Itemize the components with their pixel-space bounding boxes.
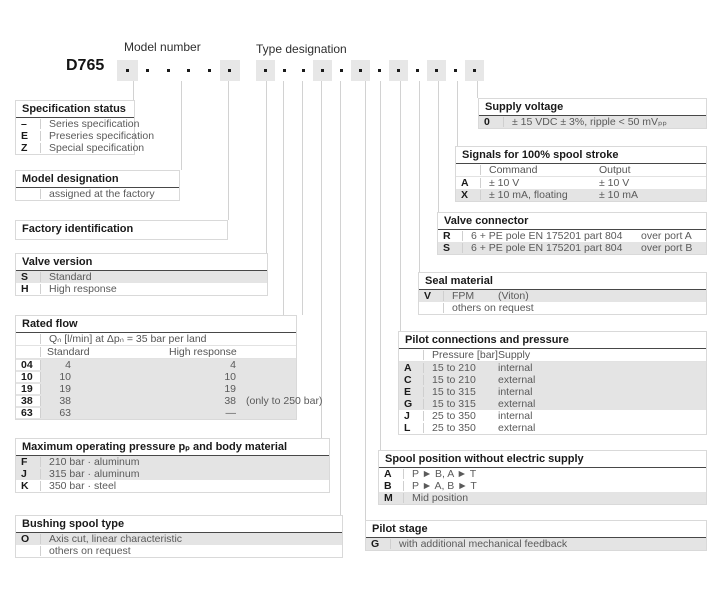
code-cell: G (399, 399, 424, 409)
description-cell: 6 + PE pole EN 175201 part 804 (471, 242, 623, 254)
code-cell (399, 350, 424, 360)
description-cell: Standard (49, 271, 92, 283)
code-row (479, 116, 706, 128)
column-header-cell: Standard (47, 346, 90, 358)
digit-dot (302, 69, 305, 72)
column-header-cell: Pressure [bar] (432, 349, 498, 361)
digit-dot (378, 69, 381, 72)
leader-line (400, 81, 401, 331)
digit-dot (208, 69, 211, 72)
description-cell: over port B (641, 242, 693, 254)
description-cell: ± 10 V (489, 177, 520, 189)
description-cell: external (498, 422, 536, 434)
description-cell: 10 (224, 371, 236, 383)
leader-line (419, 81, 420, 272)
box-spool-position (378, 450, 707, 505)
digit-dot (321, 69, 324, 72)
description-cell: over port A (641, 230, 692, 242)
box-title: Rated flow (16, 316, 296, 333)
column-header-cell: High response (169, 346, 237, 358)
box-title: Seal material (419, 273, 706, 290)
box-valve-version (15, 253, 268, 296)
description-cell: 15 to 315 (432, 386, 476, 398)
code-digit-cell (138, 60, 220, 81)
box-title: Spool position without electric supply (379, 451, 706, 468)
leader-line (133, 81, 134, 100)
code-cell: V (419, 291, 444, 301)
digit-dot (283, 69, 286, 72)
code-row (438, 242, 706, 254)
code-row (379, 492, 706, 504)
description-cell: 210 bar · aluminum (49, 456, 140, 468)
description-cell: Special specification (49, 142, 145, 154)
code-row (399, 374, 706, 386)
code-cell: 38 (16, 396, 41, 406)
column-header-row (399, 349, 706, 362)
code-row (399, 386, 706, 398)
box-title: Model designation (16, 171, 179, 188)
code-cell: C (399, 375, 424, 385)
description-cell: Series specification (49, 118, 140, 130)
code-row (16, 383, 296, 395)
code-row (399, 422, 706, 434)
code-digit-cell (351, 60, 370, 81)
box-pilot-stage (365, 520, 707, 551)
box-seal-material (418, 272, 707, 315)
code-row (366, 538, 706, 550)
box-title: Pilot connections and pressure (399, 332, 706, 349)
code-row (16, 533, 342, 545)
description-cell: FPM (452, 290, 475, 302)
digit-dot (264, 69, 267, 72)
code-cell: M (379, 493, 404, 503)
code-digit-cell (220, 60, 241, 81)
code-cell: R (438, 231, 463, 241)
code-row (379, 480, 706, 492)
code-digit-cell (427, 60, 446, 81)
code-cell (16, 546, 41, 556)
leader-line (438, 81, 439, 212)
description-cell: P ► A, B ► T (412, 480, 477, 492)
digit-dot (187, 69, 190, 72)
code-row (16, 118, 140, 130)
digit-dot (435, 69, 438, 72)
model-number-label: Model number (124, 40, 201, 54)
box-factory-identification (15, 220, 228, 240)
code-digit-cell (275, 60, 313, 81)
code-digit-cell (370, 60, 389, 81)
code-row (16, 142, 145, 154)
description-cell: external (498, 374, 536, 386)
code-row (16, 395, 323, 407)
digit-dot (454, 69, 457, 72)
box-specification-status (15, 100, 155, 155)
box-title: Maximum operating pressure pₚ and body material (16, 439, 329, 456)
description-cell: (Viton) (498, 290, 529, 302)
description-cell: 6 + PE pole EN 175201 part 804 (471, 230, 623, 242)
code-row (16, 130, 155, 142)
code-row (456, 177, 706, 189)
description-cell: 15 to 210 (432, 362, 476, 374)
code-cell (419, 303, 444, 313)
code-row (399, 398, 706, 410)
description-cell: 19 (59, 383, 71, 395)
model-number-code-strip (117, 60, 240, 81)
code-row (16, 545, 342, 557)
code-cell (16, 189, 41, 199)
description-cell: internal (498, 410, 533, 422)
column-header-cell: Supply (498, 349, 531, 361)
description-cell: 4 (65, 359, 71, 371)
digit-dot (359, 69, 362, 72)
box-pilot-connections (398, 331, 707, 435)
code-cell: A (379, 469, 404, 479)
leader-line (365, 81, 366, 520)
code-cell: H (16, 284, 41, 294)
code-cell: O (16, 534, 41, 544)
description-cell: assigned at the factory (49, 188, 155, 200)
code-cell: F (16, 457, 41, 467)
description-cell: 25 to 350 (432, 410, 476, 422)
description-cell: High response (49, 283, 117, 295)
code-cell: J (399, 411, 424, 421)
digit-dot (167, 69, 170, 72)
leader-line (477, 81, 478, 98)
box-rated-flow (15, 315, 323, 420)
code-cell: E (399, 387, 424, 397)
code-cell (456, 165, 481, 175)
code-row (379, 468, 706, 480)
description-cell: internal (498, 362, 533, 374)
code-cell: J (16, 469, 41, 479)
description-cell: 315 bar · aluminum (49, 468, 140, 480)
code-digit-cell (446, 60, 465, 81)
description-cell: ± 10 V (599, 177, 630, 189)
column-header-cell: Output (599, 164, 631, 176)
description-cell: with additional mechanical feedback (399, 538, 568, 550)
code-digit-cell (465, 60, 484, 81)
box-model-designation (15, 170, 180, 201)
description-cell: 19 (224, 383, 236, 395)
model-name: D765 (66, 57, 105, 74)
column-header-cell: Command (489, 164, 538, 176)
leader-line (228, 81, 229, 220)
box-title: Signals for 100% spool stroke (456, 147, 706, 164)
code-cell: 10 (16, 372, 41, 382)
description-cell: 25 to 350 (432, 422, 476, 434)
column-header-row (16, 346, 296, 359)
box-title: Pilot stage (366, 521, 706, 538)
description-cell: ± 10 mA, floating (489, 189, 568, 201)
code-cell: 0 (479, 117, 504, 127)
box-signals-spool-stroke (455, 146, 707, 202)
code-cell: A (456, 178, 481, 188)
code-cell: Z (16, 143, 41, 153)
description-cell: others on request (452, 302, 534, 314)
code-cell: G (366, 539, 391, 549)
code-row (16, 188, 179, 200)
leader-line (302, 81, 303, 315)
digit-dot (397, 69, 400, 72)
box-title: Valve version (16, 254, 267, 271)
box-max-operating-pressure (15, 438, 330, 493)
digit-dot (473, 69, 476, 72)
description-cell: Mid position (412, 492, 469, 504)
description-cell: external (498, 398, 536, 410)
description-cell: 38 (59, 395, 71, 407)
box-supply-voltage (478, 98, 707, 129)
code-digit-cell (313, 60, 332, 81)
code-cell (16, 347, 41, 357)
column-header-row (16, 333, 296, 346)
code-digit-cell (332, 60, 351, 81)
leader-line (457, 81, 458, 146)
type-designation-code-strip (256, 60, 484, 81)
code-digit-cell (389, 60, 408, 81)
box-title: Supply voltage (479, 99, 706, 116)
description-cell: ± 10 mA (599, 189, 639, 201)
box-title: Factory identification (22, 223, 134, 235)
description-cell: Preseries specification (49, 130, 155, 142)
code-digit-cell (256, 60, 275, 81)
code-row (16, 480, 329, 492)
leader-line (181, 81, 182, 170)
code-cell: 04 (16, 360, 41, 370)
description-cell: 10 (59, 371, 71, 383)
description-cell: others on request (49, 545, 131, 557)
code-cell: S (438, 243, 463, 253)
description-cell: 15 to 210 (432, 374, 476, 386)
code-digit-cell (408, 60, 427, 81)
code-digit-cell (117, 60, 138, 81)
description-cell: Axis cut, linear characteristic (49, 533, 183, 545)
code-row (399, 362, 706, 374)
code-row (16, 283, 267, 295)
code-row (456, 189, 706, 201)
code-row (16, 359, 296, 371)
description-cell: 15 to 315 (432, 398, 476, 410)
digit-dot (340, 69, 343, 72)
code-row (419, 302, 706, 314)
code-cell: 19 (16, 384, 41, 394)
description-cell: internal (498, 386, 533, 398)
code-row (438, 230, 706, 242)
description-cell: 350 bar · steel (49, 480, 117, 492)
box-valve-connector (437, 212, 707, 255)
code-row (16, 456, 329, 468)
box-bushing-spool-type (15, 515, 343, 558)
code-cell (16, 334, 41, 344)
code-row (16, 407, 296, 419)
description-cell: 4 (230, 359, 236, 371)
box-title: Valve connector (438, 213, 706, 230)
column-header-row (456, 164, 706, 177)
code-cell: – (16, 119, 41, 129)
type-designation-label: Type designation (256, 42, 347, 56)
code-cell: 63 (16, 408, 41, 418)
box-title: Bushing spool type (16, 516, 342, 533)
code-cell: A (399, 363, 424, 373)
description-cell: 38 (224, 395, 236, 407)
code-row (16, 371, 296, 383)
code-row (419, 290, 706, 302)
code-row (399, 410, 706, 422)
column-header-cell: Qₙ [l/min] at Δpₙ = 35 bar per land (49, 333, 207, 345)
code-cell: K (16, 481, 41, 491)
code-row (16, 271, 267, 283)
description-cell: P ► B, A ► T (412, 468, 477, 480)
digit-dot (228, 69, 231, 72)
code-cell: S (16, 272, 41, 282)
leader-line (321, 81, 322, 438)
digit-dot (126, 69, 129, 72)
description-cell: ± 15 VDC ± 3%, ripple < 50 mVₚₚ (512, 116, 668, 128)
code-cell: X (456, 190, 481, 200)
code-row (16, 468, 329, 480)
leader-line (266, 81, 267, 253)
description-cell: — (225, 407, 236, 419)
leader-line (380, 81, 381, 450)
code-cell: L (399, 423, 424, 433)
digit-dot (146, 69, 149, 72)
leader-line (283, 81, 284, 315)
box-title: Specification status (16, 101, 134, 118)
leader-line (340, 81, 341, 515)
code-cell: B (379, 481, 404, 491)
description-cell: (only to 250 bar) (246, 395, 323, 407)
digit-dot (416, 69, 419, 72)
code-cell: E (16, 131, 41, 141)
description-cell: 63 (59, 407, 71, 419)
